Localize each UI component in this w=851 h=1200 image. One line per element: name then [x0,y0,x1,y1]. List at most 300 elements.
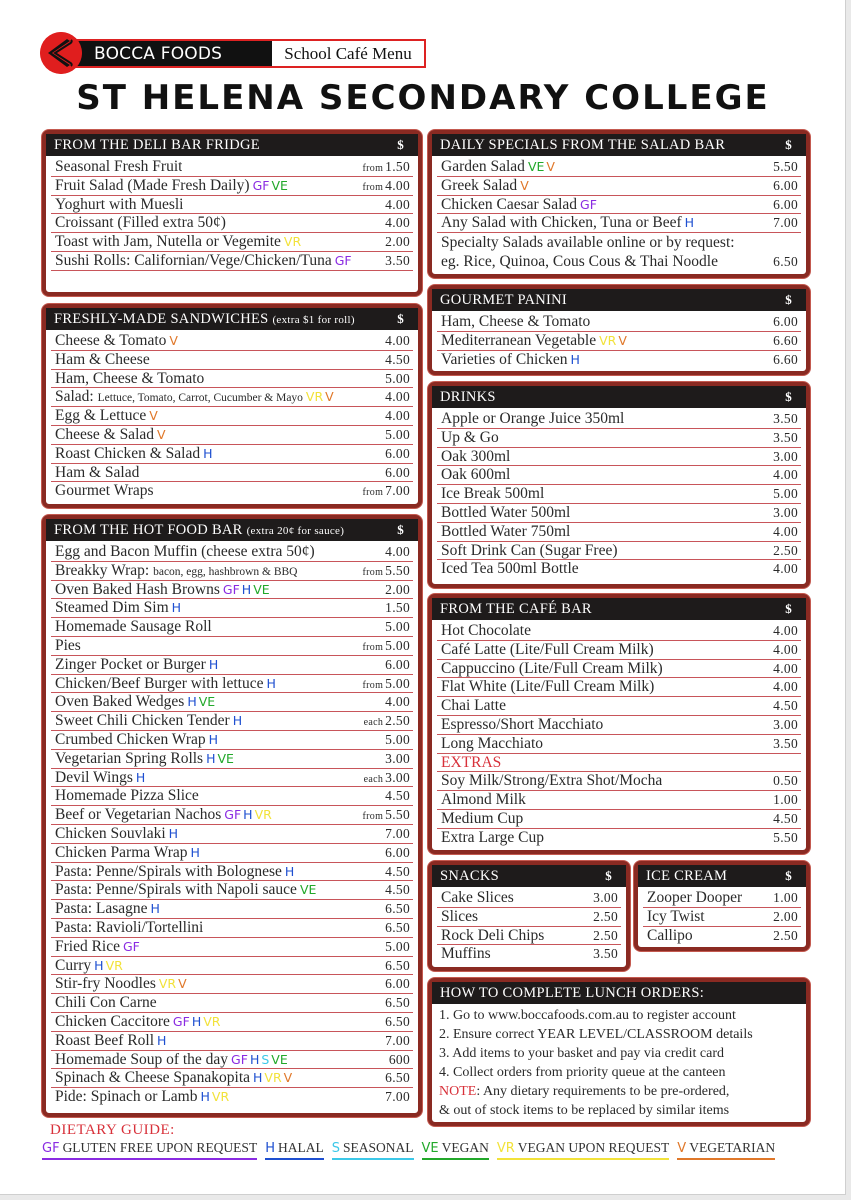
item-name-group [55,562,297,580]
item-name-group [55,1069,292,1087]
item-price: 4.50 [773,810,798,826]
menu-item [51,196,413,215]
item-name: Pies [55,636,81,654]
menu-item [643,889,801,908]
currency-label: $ [785,868,792,883]
item-price-group [773,928,798,944]
item-name-group [55,1088,229,1106]
item-price: 6.60 [773,332,798,348]
note-label: NOTE [439,1084,477,1099]
section-title: FROM THE HOT FOOD BAR [54,521,243,538]
dietary-guide-label: VEGAN UPON REQUEST [517,1140,670,1155]
item-name-group [55,351,150,369]
item-name-group [55,1051,288,1069]
dietary-tag-v: V [520,177,529,193]
item-name-group [441,177,529,195]
item-price-group [593,890,618,906]
item-name: Pasta: Ravioli/Tortellini [55,918,204,936]
item-name-group [441,429,499,447]
item-name-group [441,945,491,963]
item-name: Zooper Dooper [647,889,743,906]
dietary-tag-h: H [249,1051,260,1067]
dietary-guide-title: DIETARY GUIDE: [50,1122,175,1138]
dietary-guide-item-s [332,1140,414,1160]
dietary-tag-gf: GF [580,196,597,212]
item-name: Pasta: Lasagne [55,900,148,918]
dietary-tag-ve: VE [271,1051,288,1067]
item-price: 5.50 [773,829,798,845]
section-title: ICE CREAM [646,867,728,884]
item-price: 4.00 [385,694,410,710]
item-name-group [441,908,478,926]
item-name: Medium Cup [441,809,524,827]
specialty-line-1: Specialty Salads available online or by request: [441,234,735,252]
menu-item [437,466,801,485]
item-name-group [55,938,140,956]
item-price-group [773,642,798,658]
item-price: 4.00 [385,177,410,193]
item-price: 2.50 [773,927,798,943]
dietary-tag-v: V [618,332,627,348]
item-price-group [385,958,410,974]
item-name-group [55,881,316,899]
menu-item [437,660,801,679]
item-name-group [55,1032,166,1050]
item-price-group [385,845,410,861]
item-name-group [55,656,218,674]
item-name: Callipo [647,926,693,944]
item-name: Chicken Caesar Salad [441,195,578,213]
section-title: DRINKS [440,388,496,405]
item-price: 5.00 [385,426,410,442]
item-price-group [385,253,410,269]
dietary-tag-h: H [253,1070,263,1086]
item-price-group [385,901,410,917]
item-price: 4.00 [385,333,410,348]
item-price: 6.50 [385,901,410,917]
item-price-group [385,882,410,898]
item-name: Icy Twist [647,907,705,925]
menu-item [51,769,413,788]
item-price: 4.00 [773,523,798,539]
item-name: Bottled Water 750ml [441,522,571,540]
item-name: Crumbed Chicken Wrap [55,730,206,748]
item-name-group [441,158,555,176]
section-sandwiches [42,304,422,508]
item-name-group [55,196,183,214]
menu-item [51,426,413,445]
item-price: 4.00 [385,408,410,424]
item-price-group [593,928,618,944]
item-price: 5.50 [385,562,410,578]
menu-item [51,731,413,750]
menu-item [51,900,413,919]
item-name: Slices [441,907,479,925]
item-price-group [385,619,410,635]
item-name-group [55,844,200,862]
item-price: 6.00 [385,844,410,860]
item-name-group [441,560,579,578]
item-name-group [441,351,580,369]
item-name: Stir-fry Noodles [55,975,156,993]
item-name: Egg and Bacon Muffin (cheese extra 50¢) [55,543,315,560]
item-name: Ham & Cheese [55,350,150,368]
item-name: Curry [55,956,92,974]
item-price: 6.00 [385,445,410,461]
dietary-tag-h: H [208,656,219,672]
dietary-guide-item-h [265,1140,324,1160]
item-price-group [773,909,798,925]
dietary-tag-ve: VE [271,177,288,193]
menu-item [437,313,801,332]
item-name: Gourmet Wraps [55,482,154,500]
item-price: 6.60 [773,351,798,367]
menu-item [51,975,413,994]
item-price: 5.50 [385,807,410,823]
item-name-group [441,466,510,484]
item-name: Varieties of Chicken [441,350,568,368]
item-price: 2.00 [385,581,410,597]
item-price-group [363,563,410,579]
item-price: 5.00 [385,675,410,691]
dietary-tag-vr: VR [211,1089,230,1105]
item-price: 5.00 [385,731,410,747]
item-price-group [773,736,798,752]
item-price-group [773,623,798,639]
price-prefix: from [362,679,384,691]
dietary-guide-item-v [677,1140,775,1160]
dietary-tag-ve: VE [217,750,234,766]
item-price-group [593,909,618,925]
menu-item [51,464,413,483]
item-name: Vegetarian Spring Rolls [55,749,204,767]
item-price: 3.00 [385,750,410,766]
item-name: Chai Latte [441,697,506,715]
item-name-group [55,637,81,655]
item-price-group [385,976,410,992]
dietary-tag-vr: VR [254,807,272,823]
item-name: Rock Deli Chips [441,926,545,944]
dietary-guide-label: SEASONAL [342,1140,414,1155]
menu-item [51,1051,413,1070]
item-price: 7.00 [385,1089,410,1105]
item-price: 2.50 [593,927,618,943]
item-name: Ham, Cheese & Tomato [55,369,205,387]
item-price-group [385,234,410,250]
item-name-group [441,448,510,466]
item-name-group [441,810,523,828]
howto-note [435,1082,803,1101]
item-price: 5.00 [385,619,410,635]
item-price: 6.00 [773,196,798,212]
specialty-salads [437,233,801,271]
item-name: Up & Go [441,428,499,446]
item-price-group [385,352,410,368]
item-price-group [773,411,798,427]
menu-item [437,351,801,370]
item-name-group [55,599,181,617]
dietary-tag-ve: VE [253,581,270,597]
price-prefix: from [362,163,384,174]
howto-step: 1. Go to www.boccafoods.com.au to register account [439,1008,736,1023]
item-price-group [385,197,410,213]
dietary-tag-gf: GF [334,252,352,268]
item-name: Muffins [441,945,491,963]
item-detail: bacon, egg, hashbrown & BBQ [153,565,298,578]
item-price: 6.00 [773,177,798,193]
item-price: 1.50 [385,159,410,174]
item-price: 6.00 [385,464,410,480]
item-name: Chicken Caccitore [55,1012,170,1030]
dietary-tag-s: S [331,1141,340,1156]
dietary-tag-v: V [178,976,187,992]
item-price-group [773,890,798,906]
item-price: 4.00 [773,641,798,657]
menu-item [51,482,413,501]
item-price-group [385,826,410,842]
section-drinks [428,382,810,588]
item-price: 3.00 [773,448,798,464]
menu-item [51,370,413,389]
dietary-guide-item-gf [42,1140,257,1160]
item-price: 4.00 [385,389,410,405]
item-price-group [773,543,798,559]
section-subtitle: (extra 20¢ for sauce) [246,524,345,537]
currency-label: $ [785,389,792,404]
item-price-group [385,1070,410,1086]
dietary-tag-vr: VR [305,389,324,405]
item-name: Seasonal Fresh Fruit [55,158,183,175]
item-name: Iced Tea 500ml Bottle [441,560,579,578]
item-price-group [385,1089,410,1105]
item-price: 5.00 [385,370,410,386]
currency-label: $ [397,311,404,326]
menu-item [51,177,413,196]
dietary-guide-label: HALAL [277,1140,324,1155]
extras-label [437,754,801,773]
item-name: Yoghurt with Muesli [55,195,184,213]
item-name: Fried Rice [55,937,120,955]
item-name-group [441,791,526,809]
dietary-tag-vr: VR [105,957,123,973]
item-price-group [773,717,798,733]
section-header [432,982,806,1004]
dietary-tag-h: H [284,863,295,879]
dietary-tag-gf: GF [42,1141,60,1156]
item-name: Sushi Rolls: Californian/Vege/Chicken/Tuna [55,251,332,269]
item-price-group [385,333,410,349]
item-name-group [441,410,624,428]
item-price-group [385,920,410,936]
dietary-tag-gf: GF [231,1051,248,1067]
menu-item [51,806,413,825]
dietary-tag-h: H [208,731,219,747]
dietary-tag-gf: GF [224,807,242,823]
menu-item [437,332,801,351]
menu-item [51,1069,413,1088]
item-name-group [441,716,603,734]
section-title-group [54,311,355,328]
note-text: : Any dietary requirements to be pre-ordered, [476,1084,730,1099]
item-name: Chicken Souvlaki [55,824,166,842]
item-name-group [55,618,212,636]
menu-item [437,641,801,660]
item-name: Ham & Salad [55,463,140,481]
item-price: 6.50 [773,254,798,270]
item-name: Bottled Water 500ml [441,503,571,521]
dietary-tag-vr: VR [283,234,302,250]
item-price-group [773,215,798,231]
item-price-group [385,600,410,616]
item-price-group [773,178,798,194]
item-name: Chili Con Carne [55,994,157,1012]
item-name: Espresso/Short Macchiato [441,715,604,733]
price-prefix: from [362,181,384,193]
item-name: Salad: [55,388,94,406]
dietary-tag-h: H [206,750,216,766]
item-price-group [385,371,410,387]
item-name: Apple or Orange Juice 350ml [441,410,625,427]
section-title-group [440,389,496,406]
menu-item [51,1032,413,1051]
dietary-tag-gf: GF [123,938,140,954]
item-name-group [55,863,294,881]
menu-item [643,927,801,946]
item-name: Soft Drink Can (Sugar Free) [441,541,618,559]
section-title-group [646,868,727,885]
item-name: Zinger Pocket or Burger [55,655,206,673]
item-price: 5.50 [773,159,798,174]
item-price-group [773,698,798,714]
section-deli [42,130,422,296]
section-hot-food [42,515,422,1117]
item-price: 5.00 [385,637,410,653]
school-title: ST HELENA SECONDARY COLLEGE [76,78,770,118]
section-header [46,134,418,156]
item-price: 4.50 [385,863,410,879]
item-price: 4.00 [385,544,410,559]
item-name-group [441,313,590,331]
dietary-tag-h: H [200,1089,210,1105]
item-name-group [441,889,514,907]
item-price-group [773,505,798,521]
item-price-group [773,352,798,368]
item-name-group [441,504,570,522]
item-price-group [389,1052,410,1068]
item-price-group [385,864,410,880]
item-name-group [55,158,182,176]
item-name-group [55,388,334,406]
section-panini [428,285,810,375]
item-name-group [441,829,544,847]
item-name: Oven Baked Wedges [55,693,185,711]
menu-item [51,1088,413,1107]
item-name: Roast Chicken & Salad [55,444,201,462]
item-price: 4.00 [773,467,798,483]
item-name-group [441,332,627,350]
dietary-tag-s: S [261,1051,270,1067]
dietary-tag-v: V [325,389,334,405]
item-price: 4.00 [773,561,798,577]
menu-item [437,177,801,196]
item-name-group [441,735,543,753]
menu-item [51,825,413,844]
item-price: 4.00 [385,215,410,231]
item-name-group [441,697,506,715]
item-name-group [55,900,160,918]
dietary-tag-h: H [187,694,197,710]
item-price-group [773,449,798,465]
menu-item [51,693,413,712]
brand-tagline: School Café Menu [272,41,424,66]
item-name-group [55,233,301,251]
item-price-group [773,430,798,446]
item-name: Soy Milk/Strong/Extra Shot/Mocha [441,772,663,790]
brand-bar [64,39,426,68]
menu-item [437,735,801,754]
item-name: Extra Large Cup [441,828,545,846]
item-price: 6.50 [385,957,410,973]
howto-step: 2. Ensure correct YEAR LEVEL/CLASSROOM details [439,1027,753,1042]
item-name-group [55,975,187,993]
item-name: Café Latte (Lite/Full Cream Milk) [441,640,654,658]
item-name: Fruit Salad (Made Fresh Daily) [55,176,250,194]
dietary-tag-vr: VR [599,332,617,348]
item-name-group [441,772,662,790]
item-price-group [363,807,410,823]
item-price: 5.00 [773,486,798,502]
menu-item [437,485,801,504]
section-salad-bar [428,130,810,278]
menu-item [437,908,621,927]
price-prefix: each [363,773,384,785]
menu-item [51,994,413,1013]
item-price: 2.50 [593,908,618,924]
extras-title: EXTRAS [441,753,502,771]
item-price: 3.00 [593,890,618,905]
item-price-group [385,389,410,405]
dietary-guide [42,1140,775,1160]
item-price-group [385,751,410,767]
dietary-guide-item-vr [497,1140,669,1160]
menu-item [51,252,413,271]
section-header [46,519,418,541]
dietary-tag-v: V [169,333,178,348]
dietary-tag-vr: VR [203,1013,221,1029]
dietary-tag-h: H [684,215,695,231]
item-price: 4.50 [385,351,410,367]
item-name-group [55,332,178,350]
item-price: 4.00 [385,196,410,212]
menu-item [51,445,413,464]
dietary-tag-gf: GF [222,581,240,597]
item-price: 3.50 [593,946,618,962]
item-name: Any Salad with Chicken, Tuna or Beef [441,214,682,232]
item-price: 4.00 [773,679,798,695]
item-name-group [55,177,288,195]
item-price: 7.00 [385,825,410,841]
section-how-to-order [428,978,810,1126]
item-name: Cheese & Salad [55,425,155,443]
section-cafe-bar [428,594,810,854]
item-name: Pasta: Penne/Spirals with Napoli sauce [55,881,297,899]
menu-item [51,863,413,882]
dietary-tag-ve: VE [299,882,317,898]
dietary-tag-h: H [190,844,200,860]
section-title-group [54,522,344,539]
section-title-group [440,137,725,154]
item-price: 2.00 [385,234,410,250]
